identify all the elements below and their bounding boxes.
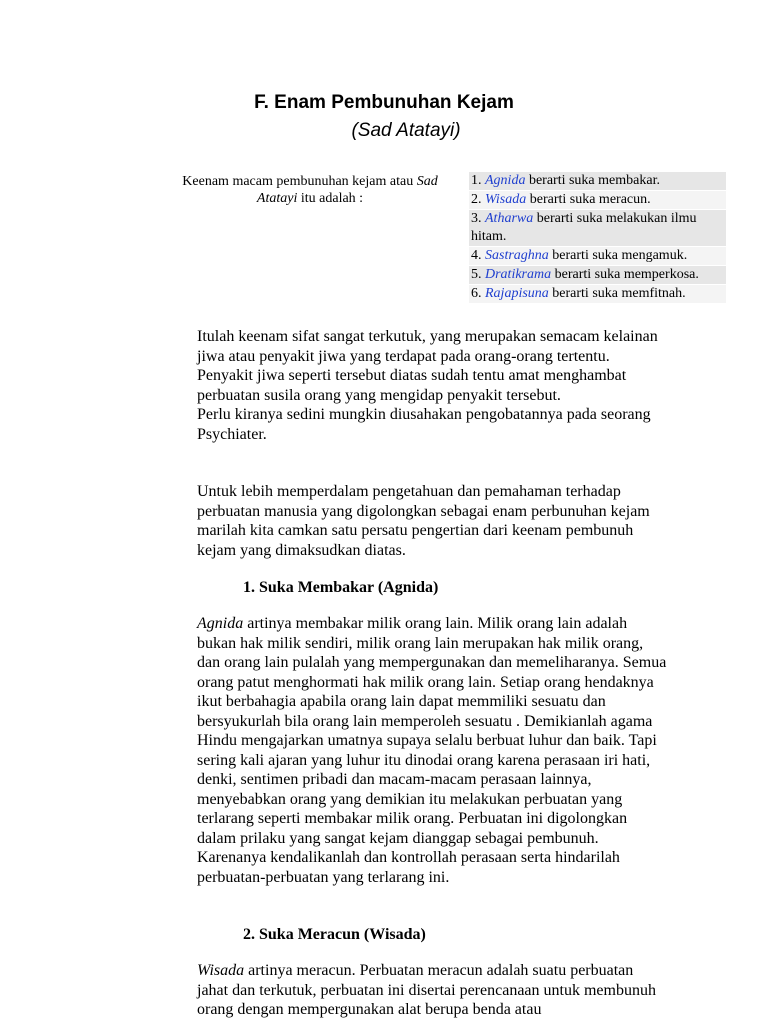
paragraph-agnida (197, 614, 667, 887)
list-desc: berarti suka memfitnah. (548, 286, 686, 301)
list-term: Wisada (485, 192, 527, 207)
section-heading-wisada: 2. Suka Meracun (Wisada) (243, 926, 426, 943)
list-desc: berarti suka mengamuk. (548, 248, 688, 263)
paragraph-text: artinya meracun. Perbuatan meracun adalah suatu perbuatan jahat dan terkutuk, perbuatan ini disertai perencanaan untuk membunuh orang dengan mempergunakan alat berupa benda atau (197, 962, 656, 1018)
atatayi-list (469, 172, 726, 304)
list-desc: berarti suka meracun. (526, 192, 651, 207)
list-item (469, 172, 726, 190)
intro-term: Sad Atatayi (256, 174, 438, 206)
paragraph-term: Agnida (197, 615, 244, 632)
list-number: 3. (471, 211, 482, 226)
list-item (469, 191, 726, 209)
paragraph-keenam-sifat (197, 327, 667, 444)
paragraph-term: Wisada (197, 962, 245, 979)
list-item (469, 266, 726, 284)
list-term: Dratikrama (485, 267, 552, 282)
list-item (469, 247, 726, 265)
paragraph-text: Perlu kiranya sedini mungkin diusahakan pengobatannya pada seorang Psychiater. (197, 406, 651, 443)
list-desc: berarti suka membakar. (525, 173, 660, 188)
section-heading-agnida: 1. Suka Membakar (Agnida) (243, 579, 439, 596)
list-number: 1. (471, 173, 482, 188)
list-number: 5. (471, 267, 482, 282)
page-title: F. Enam Pembunuhan Kejam (254, 92, 514, 113)
list-item (469, 285, 726, 303)
paragraph-text: artinya membakar milik orang lain. Milik orang lain adalah bukan hak milik sendiri, milik orang lain merupakan hak milik orang, dan orang lain pulalah yang mempergunakan dan memeliharanya. Semua orang patut menghormati hak milik orang lain. Setiap orang hendaknya ikut berbahagia apabila orang lain dapat memmiliki sesuatu dan bersyukurlah bila orang lain memperoleh sesuatu . Demikianlah agama Hindu mengajarkan umatnya supaya selalu berbuat luhur dan baik. Tapi sering kali ajaran yang luhur itu dinodai orang karena perasaan iri hati, denki, sentimen pribadi dan macam-macam perasaan lainnya, menyebabkan orang yang demikian itu melakukan perbuatan yang terlarang seperti membakar milik orang. Perbuatan ini digolongkan dalam prilaku yang sangat kejam dianggap sebagai pembunuh. Karenanya kendalikanlah dan kontrollah perasaan serta hindarilah perbuatan-perbuatan yang terlarang ini. (197, 615, 667, 886)
list-desc: berarti suka melakukan ilmu hitam. (471, 211, 697, 244)
list-number: 6. (471, 286, 482, 301)
list-term: Rajapisuna (485, 286, 549, 301)
list-desc: berarti suka memperkosa. (551, 267, 699, 282)
paragraph-text: Itulah keenam sifat sangat terkutuk, yang merupakan semacam kelainan jiwa atau penyakit jiwa yang terdapat pada orang-orang tertentu. Penyakit jiwa seperti tersebut diatas sudah tentu amat menghambat perbuatan susila orang yang mengidap penyakit tersebut. (197, 328, 658, 404)
list-item (469, 210, 726, 246)
paragraph-pengetahuan: Untuk lebih memperdalam pengetahuan dan pemahaman terhadap perbuatan manusia yang digolongkan sebagai enam perbunuhan kejam marilah kita camkan satu persatu pengertian dari keenam pembunuh kejam yang dimaksudkan diatas. (197, 483, 650, 559)
paragraph-wisada (197, 961, 667, 1020)
list-term: Atharwa (485, 211, 534, 226)
list-number: 2. (471, 192, 482, 207)
list-term: Agnida (485, 173, 526, 188)
list-term: Sastraghna (485, 248, 549, 263)
intro-text (170, 173, 450, 207)
intro-after: itu adalah : (297, 191, 364, 206)
intro-before: Keenam macam pembunuhan kejam atau (182, 174, 417, 189)
page-subtitle: (Sad Atatayi) (351, 120, 461, 141)
list-number: 4. (471, 248, 482, 263)
